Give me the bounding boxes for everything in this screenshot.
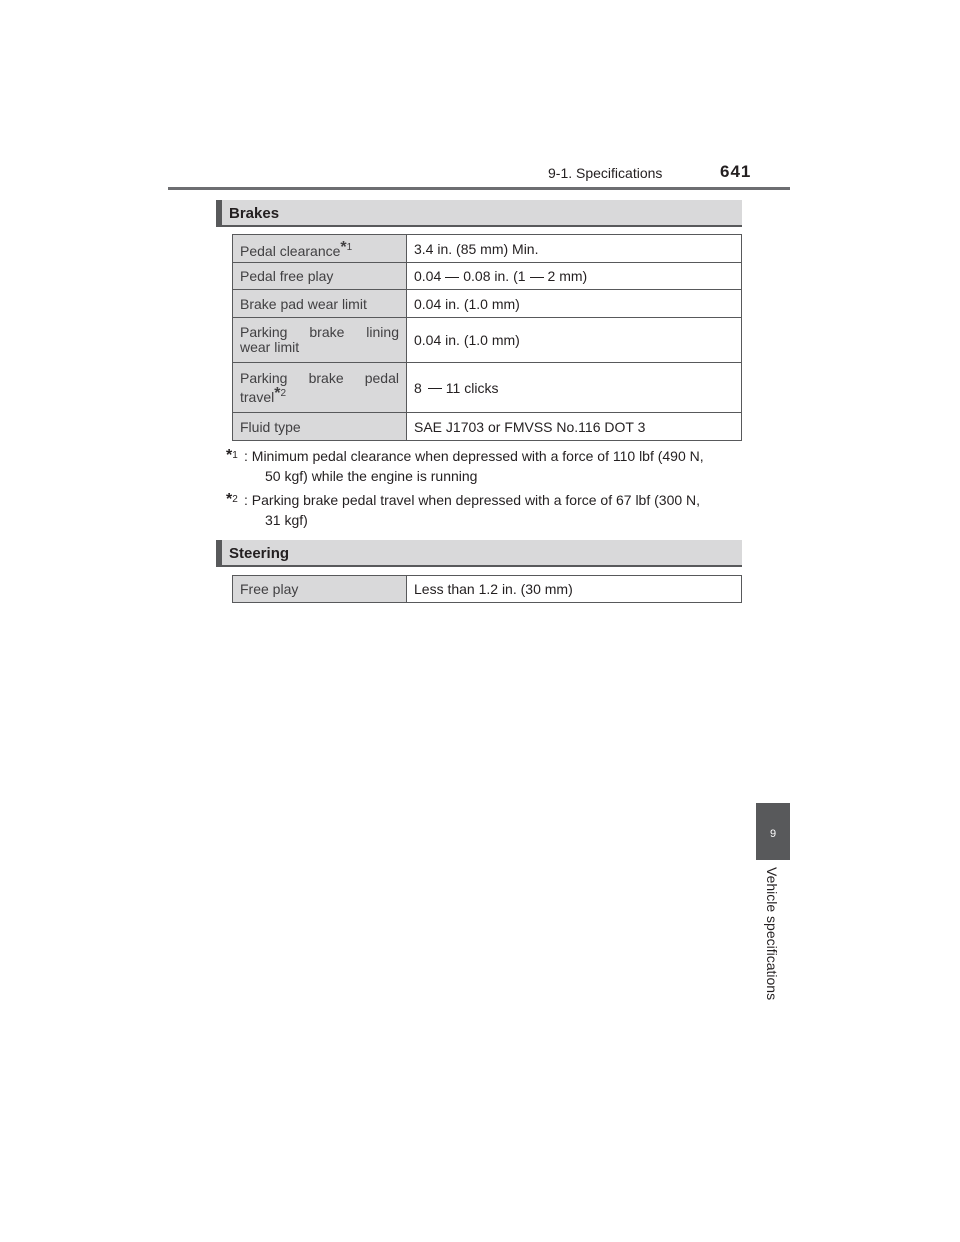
header-rule <box>168 187 790 190</box>
header-section-title: 9-1. Specifications <box>548 165 663 181</box>
chapter-title: Vehicle specifications <box>764 867 780 1001</box>
range-dash <box>445 277 459 278</box>
table-row <box>233 413 742 441</box>
table-row <box>233 263 742 290</box>
section-heading-brakes <box>216 200 742 227</box>
section-accent <box>216 540 222 565</box>
table-row <box>233 235 742 263</box>
spec-value: 0.04 in. (1.0 mm) <box>407 318 742 363</box>
spec-value: 0.04 in. (1.0 mm) <box>407 290 742 318</box>
chapter-number: 9 <box>769 828 777 840</box>
range-dash <box>530 277 544 278</box>
spec-value: Less than 1.2 in. (30 mm) <box>407 576 742 603</box>
chapter-label <box>760 867 786 1007</box>
footnote-1: $^{*1}$ : Minimum pedal clearance when depressed with a force of 110 lbf (490 N, 50 kgf) while the engine is running <box>226 447 704 484</box>
page-number: 641 <box>720 162 752 181</box>
table-row <box>233 576 742 603</box>
spec-value: SAE J1703 or FMVSS No.116 DOT 3 <box>407 413 742 441</box>
spec-label: Parking brake lining wear limit <box>233 318 407 363</box>
range-dash <box>428 388 442 389</box>
table-row <box>233 318 742 363</box>
table-row <box>233 363 742 413</box>
section-heading-steering <box>216 540 742 567</box>
spec-label: Fluid type <box>233 413 407 441</box>
chapter-tab <box>756 803 790 860</box>
spec-label: Brake pad wear limit <box>233 290 407 318</box>
footnote-2: $^{*2}$ : Parking brake pedal travel when depressed with a force of 67 lbf (300 N, 31 kgf) <box>226 491 701 528</box>
brakes-spec-table <box>232 234 742 441</box>
spec-label: Pedal free play <box>233 263 407 290</box>
spec-label: Pedal clearance$^{*1}$ <box>233 235 407 263</box>
section-title: Brakes <box>229 205 280 222</box>
section-title: Steering <box>229 545 290 562</box>
spec-value: 8 11 clicks <box>407 363 742 413</box>
steering-spec-table <box>232 575 742 603</box>
spec-value: 3.4 in. (85 mm) Min. <box>407 235 742 263</box>
spec-label: Parking brake pedal travel$^{*2}$ <box>233 363 407 413</box>
section-accent <box>216 200 222 225</box>
spec-label: Free play <box>233 576 407 603</box>
table-row <box>233 290 742 318</box>
spec-value: 0.04 0.08 in. (1 2 mm) <box>407 263 742 290</box>
